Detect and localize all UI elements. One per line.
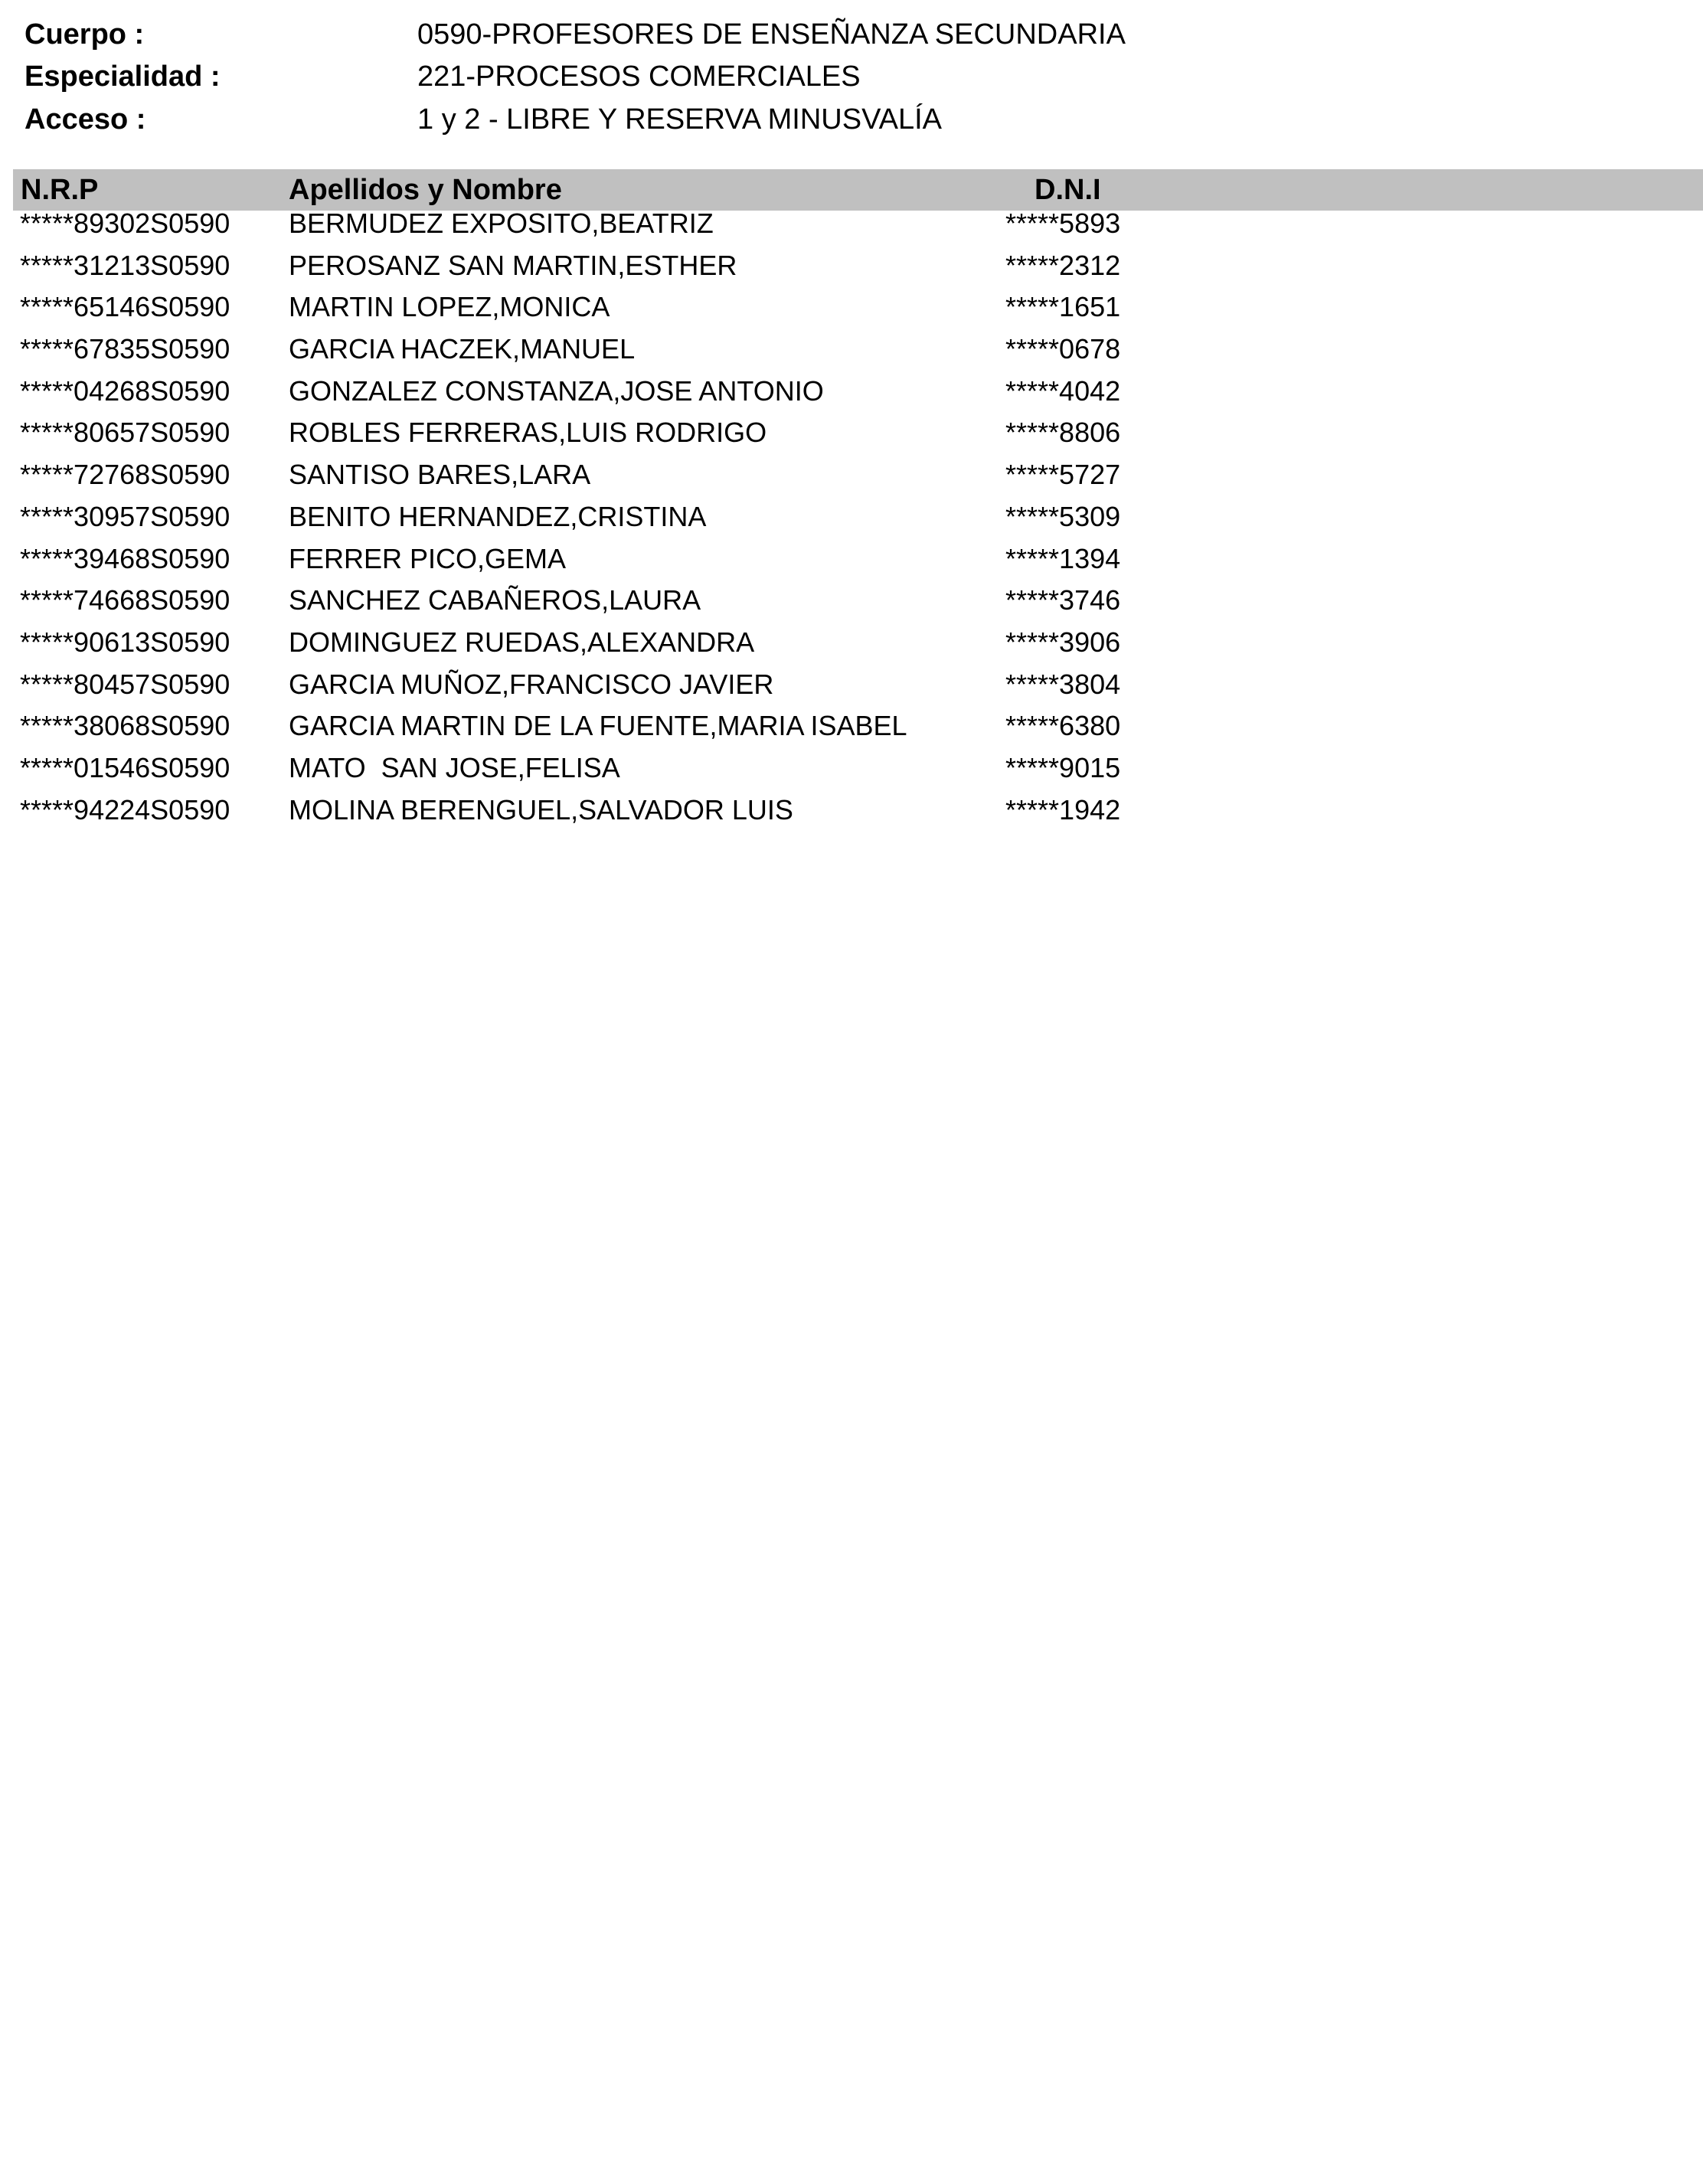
dni-cell: *****1942 bbox=[1005, 793, 1121, 826]
name-cell: ROBLES FERRERAS,LUIS RODRIGO bbox=[289, 417, 767, 449]
nrp-cell: *****80657S0590 bbox=[20, 417, 230, 449]
dni-cell: *****3804 bbox=[1005, 668, 1121, 700]
name-cell: MOLINA BERENGUEL,SALVADOR LUIS bbox=[289, 793, 793, 826]
dni-cell: *****0678 bbox=[1005, 333, 1121, 365]
nrp-cell: *****30957S0590 bbox=[20, 500, 230, 532]
nrp-cell: *****39468S0590 bbox=[20, 542, 230, 574]
nrp-cell: *****65146S0590 bbox=[20, 291, 230, 323]
meta-cuerpo-row bbox=[0, 15, 1302, 54]
name-cell: MATO SAN JOSE,FELISA bbox=[289, 751, 620, 783]
table-row bbox=[0, 747, 1703, 790]
name-cell: FERRER PICO,GEMA bbox=[289, 542, 567, 574]
meta-especialidad-row bbox=[0, 57, 1302, 96]
name-cell: SANCHEZ CABAÑEROS,LAURA bbox=[289, 584, 701, 616]
nrp-cell: *****90613S0590 bbox=[20, 626, 230, 658]
especialidad-label: Especialidad : bbox=[25, 60, 221, 93]
dni-cell: *****4042 bbox=[1005, 374, 1121, 407]
name-cell: GONZALEZ CONSTANZA,JOSE ANTONIO bbox=[289, 374, 824, 407]
name-cell: BENITO HERNANDEZ,CRISTINA bbox=[289, 500, 707, 532]
dni-cell: *****3746 bbox=[1005, 584, 1121, 616]
table-row bbox=[0, 496, 1703, 538]
table-row bbox=[0, 705, 1703, 747]
table-row bbox=[0, 580, 1703, 622]
table-row bbox=[0, 538, 1703, 580]
nrp-cell: *****04268S0590 bbox=[20, 374, 230, 407]
name-cell: BERMUDEZ EXPOSITO,BEATRIZ bbox=[289, 208, 714, 239]
nrp-cell: *****89302S0590 bbox=[20, 208, 230, 239]
nrp-cell: *****67835S0590 bbox=[20, 333, 230, 365]
dni-cell: *****2312 bbox=[1005, 249, 1121, 281]
dni-cell: *****9015 bbox=[1005, 751, 1121, 783]
nrp-cell: *****80457S0590 bbox=[20, 668, 230, 700]
dni-cell: *****1651 bbox=[1005, 291, 1121, 323]
table-row bbox=[0, 245, 1703, 287]
column-header-dni: D.N.I bbox=[1035, 174, 1101, 206]
dni-cell: *****1394 bbox=[1005, 542, 1121, 574]
name-cell: MARTIN LOPEZ,MONICA bbox=[289, 291, 610, 323]
dni-cell: *****5893 bbox=[1005, 208, 1121, 239]
nrp-cell: *****31213S0590 bbox=[20, 249, 230, 281]
name-cell: DOMINGUEZ RUEDAS,ALEXANDRA bbox=[289, 626, 755, 658]
dni-cell: *****6380 bbox=[1005, 710, 1121, 742]
table-row bbox=[0, 622, 1703, 664]
dni-cell: *****3906 bbox=[1005, 626, 1121, 658]
nrp-cell: *****38068S0590 bbox=[20, 710, 230, 742]
name-cell: PEROSANZ SAN MARTIN,ESTHER bbox=[289, 249, 737, 281]
acceso-value: 1 y 2 - LIBRE Y RESERVA MINUSVALÍA bbox=[417, 103, 942, 136]
name-cell: GARCIA MARTIN DE LA FUENTE,MARIA ISABEL bbox=[289, 710, 907, 742]
table-row bbox=[0, 203, 1703, 245]
table-row bbox=[0, 454, 1703, 496]
table-row bbox=[0, 329, 1703, 371]
name-cell: SANTISO BARES,LARA bbox=[289, 459, 591, 491]
dni-cell: *****8806 bbox=[1005, 417, 1121, 449]
table-row bbox=[0, 664, 1703, 706]
acceso-label: Acceso : bbox=[25, 103, 146, 136]
nrp-cell: *****01546S0590 bbox=[20, 751, 230, 783]
table-row bbox=[0, 412, 1703, 454]
name-cell: GARCIA HACZEK,MANUEL bbox=[289, 333, 636, 365]
dni-cell: *****5309 bbox=[1005, 500, 1121, 532]
table-row bbox=[0, 790, 1703, 832]
nrp-cell: *****72768S0590 bbox=[20, 459, 230, 491]
nrp-cell: *****74668S0590 bbox=[20, 584, 230, 616]
nrp-cell: *****94224S0590 bbox=[20, 793, 230, 826]
table-body bbox=[0, 203, 1703, 831]
name-cell: GARCIA MUÑOZ,FRANCISCO JAVIER bbox=[289, 668, 774, 700]
table-row bbox=[0, 371, 1703, 413]
dni-cell: *****5727 bbox=[1005, 459, 1121, 491]
column-header-name: Apellidos y Nombre bbox=[289, 174, 562, 206]
especialidad-value: 221-PROCESOS COMERCIALES bbox=[417, 60, 861, 93]
cuerpo-label: Cuerpo : bbox=[25, 18, 145, 51]
table-row bbox=[0, 286, 1703, 329]
meta-acceso-row bbox=[0, 100, 1302, 139]
column-header-nrp: N.R.P bbox=[21, 174, 99, 206]
cuerpo-value: 0590-PROFESORES DE ENSEÑANZA SECUNDARIA bbox=[417, 18, 1126, 51]
